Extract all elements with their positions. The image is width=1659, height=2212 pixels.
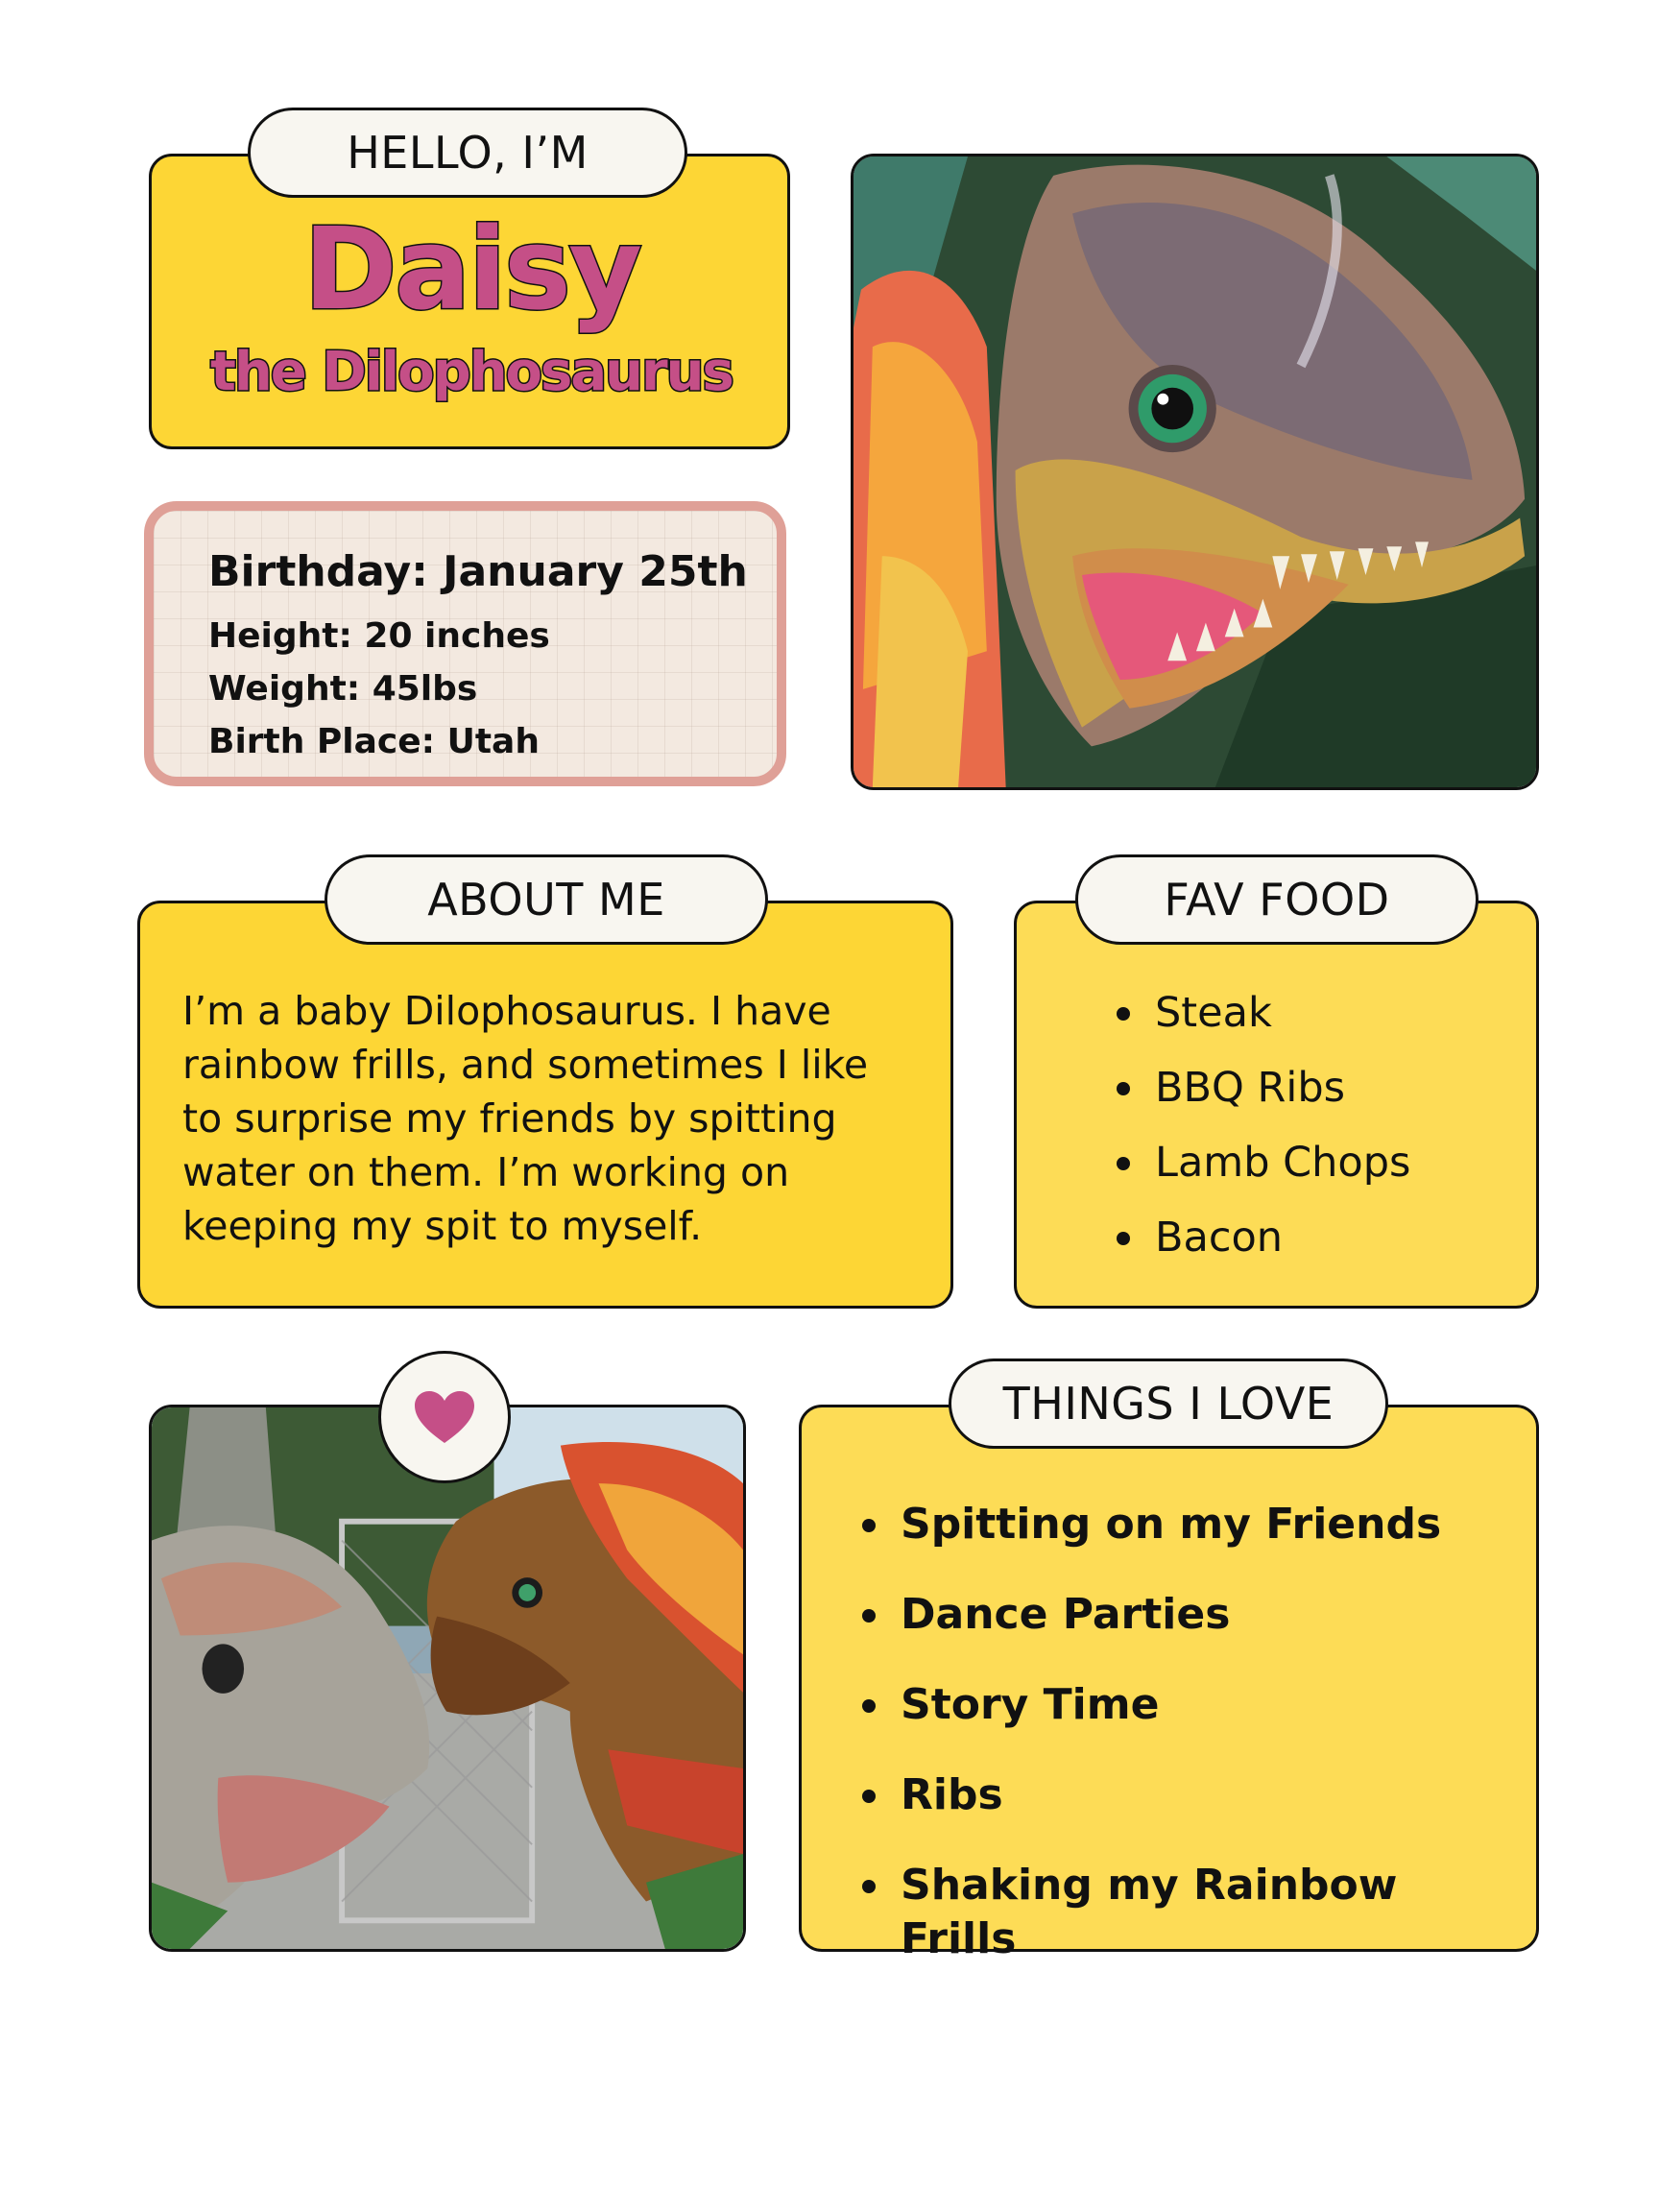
about-line: rainbow frills, and sometimes I like xyxy=(182,1042,869,1088)
birth-place-text: Birth Place: Utah xyxy=(208,722,540,761)
dino-closeup-photo xyxy=(851,154,1539,790)
height-text: Height: 20 inches xyxy=(208,616,550,656)
about-line: to surprise my friends by spitting xyxy=(182,1095,837,1142)
dino-name: Daisy xyxy=(302,203,640,335)
list-item: Steak xyxy=(1117,986,1520,1061)
list-item: Bacon xyxy=(1117,1211,1520,1286)
heart-icon xyxy=(413,1389,476,1445)
about-line: keeping my spit to myself. xyxy=(182,1203,703,1249)
love-list xyxy=(862,1498,1515,1963)
list-item: Dance Parties xyxy=(862,1588,1515,1678)
weight-text: Weight: 45lbs xyxy=(208,669,478,709)
list-item: Story Time xyxy=(862,1678,1515,1768)
about-paragraph xyxy=(182,984,950,1253)
about-line: I’m a baby Dilophosaurus. I have xyxy=(182,988,831,1034)
food-list xyxy=(1117,986,1520,1286)
list-item: Ribs xyxy=(862,1768,1515,1859)
about-title-pill: ABOUT ME xyxy=(325,854,768,945)
list-item: Lamb Chops xyxy=(1117,1136,1520,1211)
dino-species: the Dilophosaurus xyxy=(210,341,733,403)
stats-card xyxy=(144,501,786,786)
birthday-text: Birthday: January 25th xyxy=(208,547,748,596)
dino-pair-photo xyxy=(149,1405,746,1952)
list-item: Shaking my Rainbow Frills xyxy=(862,1859,1515,1949)
list-item: BBQ Ribs xyxy=(1117,1061,1520,1136)
greeting-pill: HELLO, I’M xyxy=(248,108,687,198)
food-title-pill: FAV FOOD xyxy=(1075,854,1479,945)
about-line: water on them. I’m working on xyxy=(182,1149,790,1195)
list-item: Spitting on my Friends xyxy=(862,1498,1515,1588)
love-title-pill: THINGS I LOVE xyxy=(949,1358,1388,1449)
heart-badge xyxy=(378,1351,511,1483)
